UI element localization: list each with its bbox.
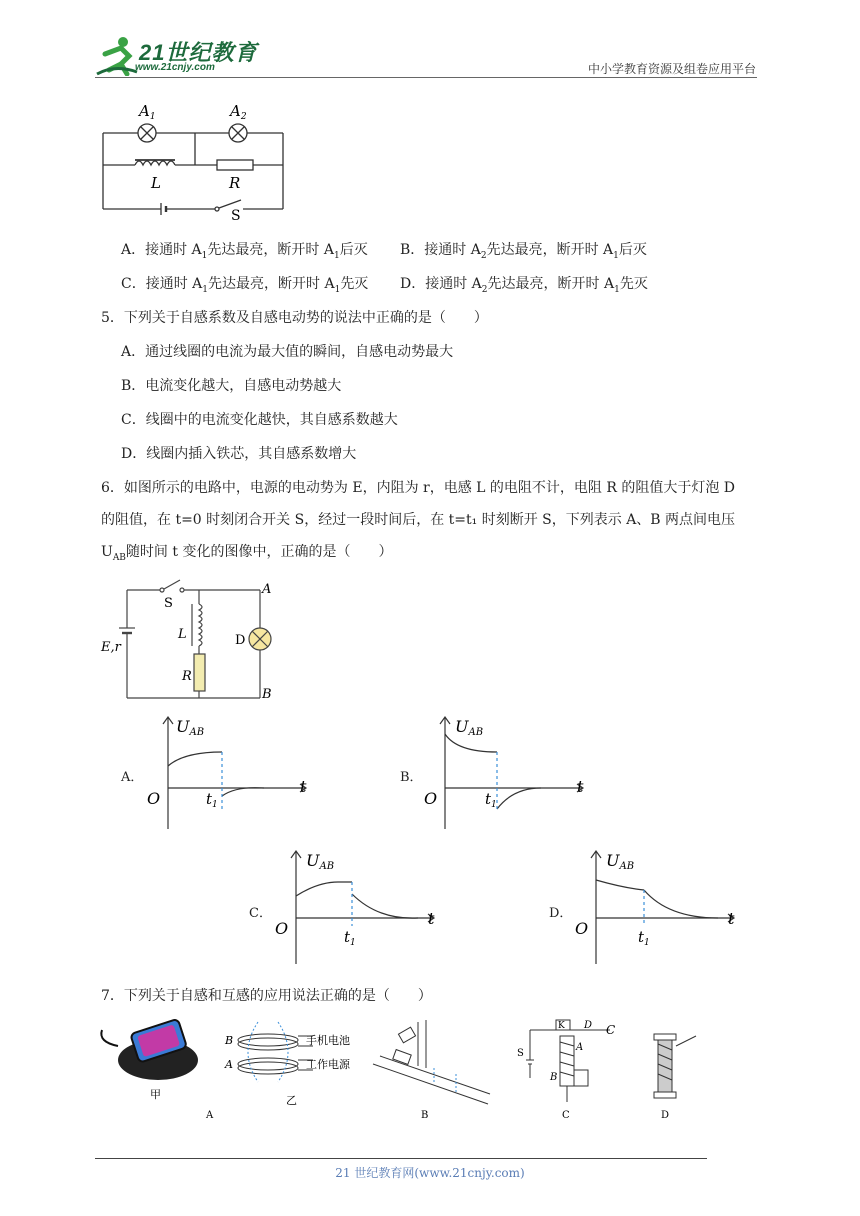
graph-b-origin: O <box>424 789 438 808</box>
q6-graph-d <box>568 848 748 970</box>
graph-d-ylabel: UAB <box>606 851 635 872</box>
circuit-diagram-1 <box>95 96 295 222</box>
fig-c2: C <box>606 1023 616 1037</box>
wireless-charger-icon <box>101 1019 198 1080</box>
fig-label-b: B <box>421 1110 429 1121</box>
q6-stem-line2: 的阻值，在 t=0 时刻闭合开关 S，经过一段时间后，在 t=t₁ 时刻断开 S，下列表示 A、B 两点间电压 <box>101 512 736 528</box>
q5-option-a[interactable]: A．通过线圈的电流为最大值的瞬间，自感电动势最大 <box>121 344 454 360</box>
label-l: L <box>151 174 161 192</box>
q6-graph-a <box>140 714 320 834</box>
graph-c-origin: O <box>275 919 289 938</box>
circuit-diagram-2 <box>98 574 288 704</box>
graph-a-origin: O <box>147 789 161 808</box>
graph-b-xlabel: t <box>577 777 584 796</box>
q6-graph-c-label[interactable]: C． <box>249 906 272 921</box>
graph-c-ylabel: UAB <box>306 851 335 872</box>
fig-jia: 甲 <box>150 1088 161 1101</box>
fig-coil-b: B <box>225 1034 234 1047</box>
q6-stem-line3: $U_{AB}$随时间 t 变化的图像中，正确的是（ ） <box>101 544 393 563</box>
label-r: R <box>229 174 241 192</box>
fig-k: K <box>558 1021 565 1031</box>
q5-option-b[interactable]: B．电流变化越大，自感电动势越大 <box>121 378 342 394</box>
footer-divider <box>95 1158 707 1159</box>
label-a2: $A_2$ <box>230 102 247 122</box>
logo-url: www.21cnjy.com <box>135 62 215 73</box>
label-s2: S <box>164 596 173 611</box>
q6-graph-a-label[interactable]: A． <box>121 770 144 785</box>
graph-d-origin: O <box>575 919 589 938</box>
q6-stem-line1: 6．如图所示的电路中，电源的电动势为 E，内阻为 r，电感 L 的电阻不计，电阻 R 的阻值大于灯泡 D <box>101 480 736 496</box>
runner-icon <box>95 34 139 76</box>
graph-a-t1: $t_1$ <box>206 790 218 810</box>
fig-phone-battery: 手机电池 <box>306 1034 350 1047</box>
graph-d-t1: $t_1$ <box>638 928 650 948</box>
slope-device-icon <box>373 1020 490 1104</box>
graph-c-t1: $t_1$ <box>344 928 356 948</box>
q6-graph-d-label[interactable]: D． <box>549 906 573 921</box>
logo-text: 21世纪教育 <box>139 40 258 65</box>
label-a: A <box>262 582 272 597</box>
q5-stem: 5．下列关于自感系数及自感电动势的说法中正确的是（ ） <box>101 310 488 326</box>
fig-label-c: C <box>562 1110 570 1121</box>
label-d: D <box>235 633 246 648</box>
q4-option-c[interactable]: C．接通时 $A_1$先达最亮，断开时 $A_1$先灭 <box>121 276 369 295</box>
label-r2: R <box>182 669 192 684</box>
label-l2: L <box>178 627 187 642</box>
fig-b2: B <box>550 1072 558 1083</box>
fig-work-power: 工作电源 <box>306 1058 350 1071</box>
coils-diagram <box>238 1022 313 1082</box>
q5-option-c[interactable]: C．线圈中的电流变化越快，其自感系数越大 <box>121 412 398 428</box>
fig-d2: D <box>584 1020 593 1031</box>
fig-yi: 乙 <box>286 1094 297 1107</box>
graph-a-xlabel: t <box>300 777 307 796</box>
fig-label-a: A <box>206 1110 214 1121</box>
label-s: S <box>231 208 241 222</box>
q6-graph-c <box>268 848 448 970</box>
q6-graph-b <box>417 714 597 834</box>
q5-option-d[interactable]: D．线圈内插入铁芯，其自感系数增大 <box>121 446 357 462</box>
fig-s: S <box>517 1048 524 1059</box>
fig-a2: A <box>576 1042 584 1053</box>
graph-a-ylabel: UAB <box>176 717 205 738</box>
header-divider <box>95 77 757 78</box>
q7-figure <box>98 1012 718 1122</box>
coil-post-icon <box>654 1034 696 1098</box>
graph-b-ylabel: UAB <box>455 717 484 738</box>
fig-coil-a: A <box>225 1058 233 1071</box>
logo <box>95 34 265 78</box>
platform-name: 中小学教育资源及组卷应用平台 <box>587 62 756 76</box>
graph-b-t1: $t_1$ <box>485 790 497 810</box>
graph-c-xlabel: t <box>428 909 435 928</box>
q6-graph-b-label[interactable]: B． <box>400 770 423 785</box>
relay-diagram <box>526 1020 610 1102</box>
fig-label-d: D <box>661 1110 670 1121</box>
footer-text[interactable]: 21 世纪教育网(www.21cnjy.com) <box>335 1166 525 1180</box>
label-a1: $A_1$ <box>139 102 156 122</box>
graph-d-xlabel: t <box>728 909 735 928</box>
q7-stem: 7．下列关于自感和互感的应用说法正确的是（ ） <box>101 988 432 1004</box>
q4-option-d[interactable]: D．接通时 $A_2$先达最亮，断开时 $A_1$先灭 <box>400 276 648 295</box>
label-er: E,r <box>101 640 121 655</box>
q4-option-b[interactable]: B．接通时 $A_2$先达最亮，断开时 $A_1$后灭 <box>400 242 647 261</box>
q4-option-a[interactable]: A．接通时 $A_1$先达最亮，断开时 $A_1$后灭 <box>121 242 368 261</box>
label-b: B <box>262 687 272 702</box>
